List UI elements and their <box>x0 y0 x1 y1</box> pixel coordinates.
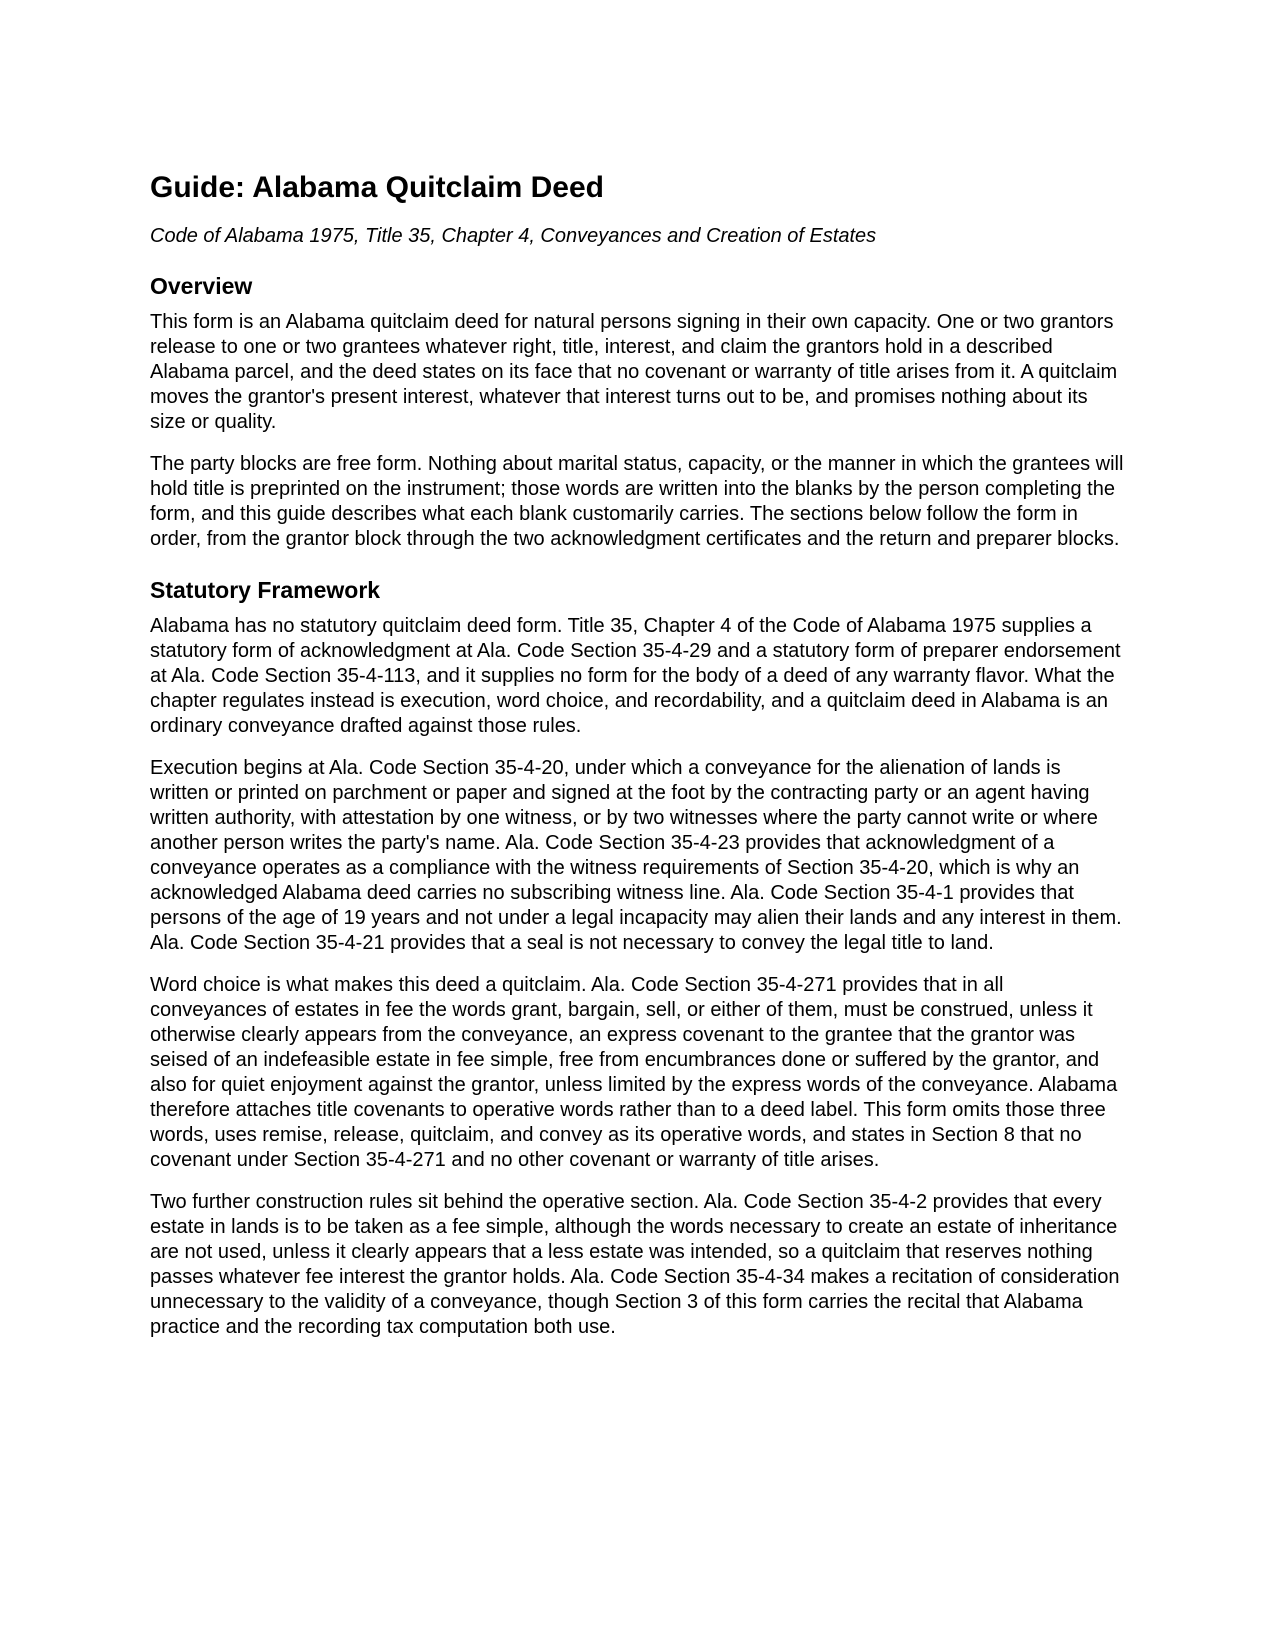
framework-paragraph-2: Execution begins at Ala. Code Section 35-4-20, under which a conveyance for the alienation of lands is written or printed on parchment or paper and signed at the foot by the contracting party or an agent having written authority, with attestation by one witness, or by two witnesses where the party cannot write or where another person writes the party's name. Ala. Code Section 35-4-23 provides that acknowledgment of a conveyance operates as a compliance with the witness requirements of Section 35-4-20, which is why an acknowledged Alabama deed carries no subscribing witness line. Ala. Code Section 35-4-1 provides that persons of the age of 19 years and not under a legal incapacity may alien their lands and any interest in them. Ala. Code Section 35-4-21 provides that a seal is not necessary to convey the legal title to land. <box>150 757 1122 954</box>
framework-section <box>150 576 1125 1340</box>
framework-paragraph-3: Word choice is what makes this deed a quitclaim. Ala. Code Section 35-4-271 provides that in all conveyances of estates in fee the words grant, bargain, sell, or either of them, must be construed, unless it otherwise clearly appears from the conveyance, an express covenant to the grantee that the grantor was seised of an indefeasible estate in fee simple, free from encumbrances done or suffered by the grantor, and also for quiet enjoyment against the grantor, unless limited by the express words of the conveyance. Alabama therefore attaches title covenants to operative words rather than to a deed label. This form omits those three words, uses remise, release, quitclaim, and convey as its operative words, and states in Section 8 that no covenant under Section 35-4-271 and no other covenant or warranty of title arises. <box>150 974 1118 1171</box>
page-title: Guide: Alabama Quitclaim Deed <box>150 171 604 204</box>
overview-heading: Overview <box>150 273 253 299</box>
overview-paragraph-1: This form is an Alabama quitclaim deed for natural persons signing in their own capacity. One or two grantors release to one or two grantees whatever right, title, interest, and claim the grantors hold in a described Alabama parcel, and the deed states on its face that no covenant or warranty of title arises from it. A quitclaim moves the grantor's present interest, whatever that interest turns out to be, and promises nothing about its size or quality. <box>150 311 1118 433</box>
overview-section <box>150 272 1125 552</box>
framework-heading: Statutory Framework <box>150 577 381 603</box>
framework-paragraph-1: Alabama has no statutory quitclaim deed form. Title 35, Chapter 4 of the Code of Alabama 1975 supplies a statutory form of acknowledgment at Ala. Code Section 35-4-29 and a statutory form of preparer endorsement at Ala. Code Section 35-4-113, and it supplies no form for the body of a deed of any warranty flavor. What the chapter regulates instead is execution, word choice, and recordability, and a quitclaim deed in Alabama is an ordinary conveyance drafted against those rules. <box>150 615 1121 737</box>
overview-paragraph-2: The party blocks are free form. Nothing about marital status, capacity, or the manner in which the grantees will hold title is preprinted on the instrument; those words are written into the blanks by the person completing the form, and this guide describes what each blank customarily carries. The sections below follow the form in order, from the grantor block through the two acknowledgment certificates and the return and preparer blocks. <box>150 453 1124 550</box>
framework-paragraph-4: Two further construction rules sit behind the operative section. Ala. Code Section 35-4-2 provides that every estate in lands is to be taken as a fee simple, although the words necessary to create an estate of inheritance are not used, unless it clearly appears that a less estate was intended, so a quitclaim that reserves nothing passes whatever fee interest the grantor holds. Ala. Code Section 35-4-34 makes a recitation of consideration unnecessary to the validity of a conveyance, though Section 3 of this form carries the recital that Alabama practice and the recording tax computation both use. <box>150 1191 1120 1338</box>
page-subtitle: Code of Alabama 1975, Title 35, Chapter 4, Conveyances and Creation of Estates <box>150 225 877 247</box>
document-page <box>150 170 1125 1340</box>
